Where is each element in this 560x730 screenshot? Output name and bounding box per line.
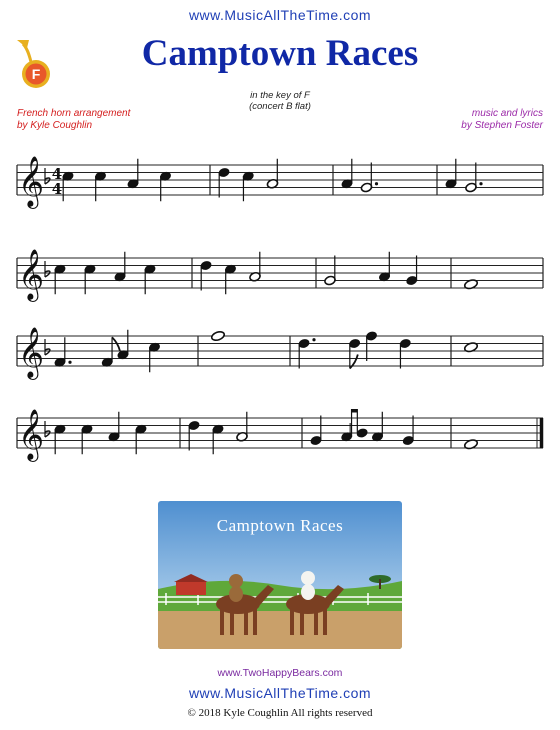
key-signature-flat-icon — [45, 431, 50, 437]
cover-track — [158, 611, 402, 649]
cover-title: Camptown Races — [216, 516, 344, 535]
dot — [479, 182, 482, 185]
key-signature-flat-icon — [45, 178, 50, 184]
treble-clef-icon: 𝄞 — [18, 409, 45, 460]
two-happy-bears-link[interactable]: www.TwoHappyBears.com — [217, 667, 343, 679]
note-head — [211, 330, 226, 342]
concert-key-info: (concert B flat) — [249, 101, 311, 112]
eighth-beam — [352, 409, 358, 413]
time-signature-beat-type: 4 — [51, 180, 63, 198]
site-url-top[interactable]: www.MusicAllTheTime.com — [188, 7, 372, 23]
site-url-bottom[interactable]: www.MusicAllTheTime.com — [188, 685, 372, 701]
treble-clef-icon: 𝄞 — [18, 327, 45, 378]
music-credit-line2: by Stephen Foster — [461, 120, 543, 131]
time-signature-beats: 4 — [51, 165, 63, 183]
key-signature-flat-icon — [45, 349, 50, 355]
treble-clef-icon: 𝄞 — [18, 156, 45, 207]
key-info: in the key of F — [250, 90, 310, 101]
key-signature-flat-icon — [45, 271, 50, 277]
music-credit-line1: music and lyrics — [471, 108, 543, 119]
copyright-notice: © 2018 Kyle Coughlin All rights reserved — [187, 707, 373, 719]
arrangement-credit-line1: French horn arrangement — [17, 108, 131, 119]
dot — [68, 361, 71, 364]
dot — [375, 182, 378, 185]
logo-letter: F — [31, 66, 41, 82]
page-title: Camptown Races — [141, 33, 419, 74]
treble-clef-icon: 𝄞 — [18, 249, 45, 300]
dot — [312, 338, 315, 341]
arrangement-credit-line2: by Kyle Coughlin — [17, 120, 93, 131]
eighth-flag — [112, 337, 120, 351]
